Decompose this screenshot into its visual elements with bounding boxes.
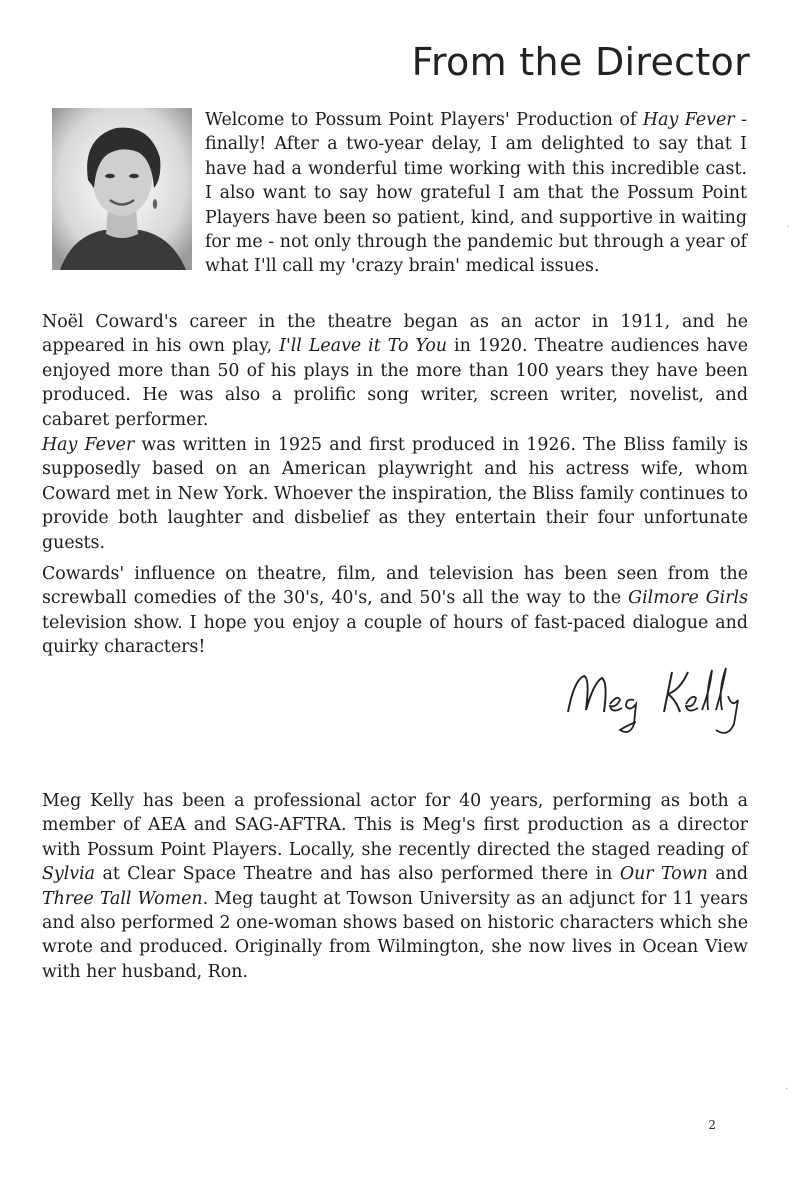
director-bio-paragraph: Meg Kelly has been a professional actor for 40 years, performing as both a member of AEA and SAG-AFTRA. This is Meg's first production as a director with Possum Point Players. Locally, she recently directed the staged reading of Sylvia at Clear Space Theatre and has also performed there in Our Town and Three Tall Women. Meg taught at Towson University as an adjunct for 11 years and also performed 2 one-woman shows based on historic characters which she wrote and produced. Originally from Wilmington, she now lives in Ocean View with her husband, Ron. <box>42 791 749 982</box>
page-title: From the Director <box>411 40 750 84</box>
hay-fever-paragraph: Hay Fever was written in 1925 and first produced in 1926. The Bliss family is supposedly based on an American playwright and his actress wife, whom Coward met in New York. Whoever the inspiration, the Bliss family continues to provide both laughter and disbelief as they entertain their four unfortunate guests. <box>42 435 748 553</box>
intro-paragraph: Welcome to Possum Point Players' Production of Hay Fever - finally! After a two-year delay, I am delighted to say that I have had a wonderful time working with this incredible cast. I also want to say how grateful I am that the Possum Point Players have been so patient, kind, and supportive in waiting for me - not only through the pandemic but through a year of what I'll call my 'crazy brain' medical issues. <box>205 110 747 277</box>
play-title: I'll Leave it To You <box>279 336 448 357</box>
signature <box>560 660 750 740</box>
page-number: 2 <box>708 1118 716 1132</box>
play-title: Hay Fever <box>642 110 735 130</box>
play-title: Three Tall Women <box>42 888 203 909</box>
scan-speck: · <box>785 1084 789 1095</box>
show-title: Gilmore Girls <box>628 588 748 609</box>
director-portrait-photo <box>52 108 192 270</box>
coward-influence-paragraph: Cowards' influence on theatre, film, and television has been seen from the screwball comedies of the 30's, 40's, and 50's all the way to the Gilmore Girls television show. I hope you enjoy a couple of hours of fast-paced dialogue and quirky characters! <box>42 564 748 658</box>
play-title: Our Town <box>619 864 708 885</box>
play-title: Hay Fever <box>42 435 135 455</box>
play-title: Sylvia <box>42 864 96 885</box>
coward-career-paragraph: Noël Coward's career in the theatre began as an actor in 1911, and he appeared in his own play, I'll Leave it To You in 1920. Theatre audiences have enjoyed more than 50 of his plays in the more than 100 years they have been produced. He was also a prolific song writer, screen writer, novelist, and cabaret performer. <box>42 312 749 430</box>
scan-speck: · <box>786 222 790 233</box>
